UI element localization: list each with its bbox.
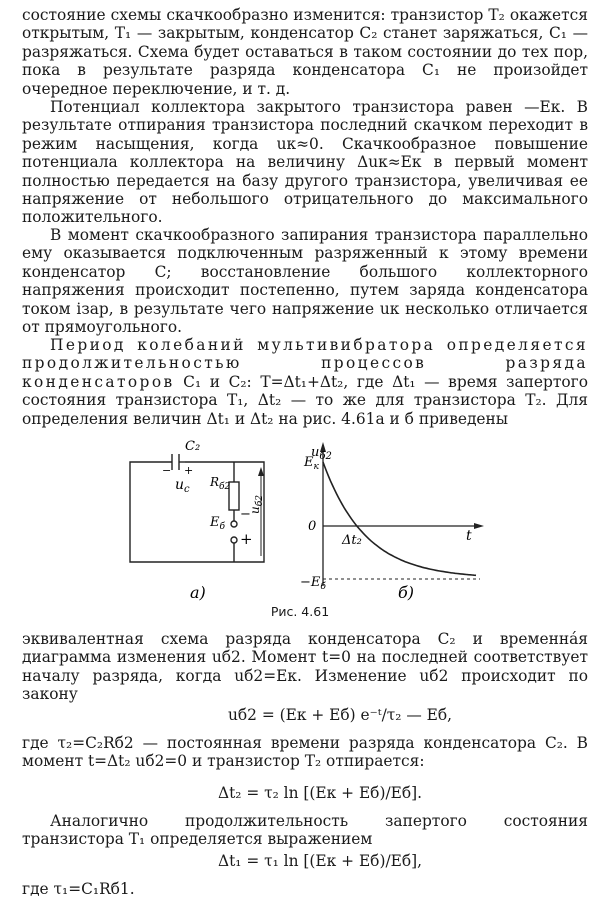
paragraph-7: Аналогично продолжительность запертого состояния транзистора Т₁ определяется выражением <box>22 812 588 849</box>
tick-ek-main: E <box>304 455 314 470</box>
axis-y-label-main: u <box>311 445 320 460</box>
paragraph-3: В момент скачкообразного запирания транзистора параллельно ему оказывается подключенным разряженный к этому времени конденсатор C; восстановление большого коллекторного напряжения происходит постепенно, путем заряда конденсатора током iзар, в результате чего напряжение uк несколько отличается от прямоугольного. <box>22 226 588 337</box>
paragraph-4 <box>22 336 588 428</box>
figure-caption: Рис. 4.61 <box>270 604 330 619</box>
paragraph-5: эквивалентная схема разряда конденсатора C₂ и временна́я диаграмма изменения uб2. Момент t=0 на последней соответствует началу разряда, когда uб2=Eк. Изменение uб2 происходит по закону <box>22 630 588 704</box>
equation-2: Δt₂ = τ₂ ln [(Eк + Eб)/Eб]. <box>217 784 423 802</box>
figure-4-61 <box>0 436 600 604</box>
paragraph-6: где τ₂=C₂Rб2 — постоянная времени разряда конденсатора C₂. В момент t=Δt₂ uб2=0 и транзистор Т₂ отпирается: <box>22 734 588 771</box>
axis-t-label: t <box>466 528 472 544</box>
label-ub2-side-main: u <box>248 506 262 514</box>
tick-zero: 0 <box>308 519 317 534</box>
time-diagram <box>320 442 484 586</box>
label-eb-sub: б <box>219 522 225 532</box>
label-uc-main: u <box>175 477 185 493</box>
label-eb <box>209 515 226 532</box>
label-minus-terminal: − <box>240 507 251 522</box>
terminal-bottom <box>231 537 237 543</box>
label-plus-terminal: + <box>240 530 253 548</box>
paragraph-8: где τ₁=C₁Rб1. <box>22 880 135 898</box>
label-rb2 <box>209 475 231 492</box>
axis-y-label-sub: б2 <box>319 451 332 462</box>
label-c2: C₂ <box>185 439 201 454</box>
tick-ek-sub: к <box>313 462 319 472</box>
tick-neg-eb-sub: б <box>320 582 326 592</box>
paragraph-4-spaced: Период колебаний мультивибратора определяется продолжительностью процессов разряда конденсаторов <box>22 336 588 391</box>
equation-3: Δt₁ = τ₁ ln [(Eк + Eб)/Eб], <box>217 852 423 870</box>
dt2-annotation: Δt₂ <box>342 533 362 548</box>
resistor-rb2 <box>229 482 239 510</box>
label-uc <box>175 477 190 495</box>
label-rb2-sub: б2 <box>219 482 231 492</box>
t-axis-arrow <box>474 523 484 529</box>
paragraph-1: состояние схемы скачкообразно изменится: транзистор Т₂ окажется открытым, Т₁ — закрытым, конденсатор C₂ станет заряжаться, C₁ — разряжаться. Схема будет оставаться в таком состоянии до тех пор, пока в результате разряда конденсатора C₁ не произойдет очередное переключение, и т. д. <box>22 6 588 98</box>
equation-1: uб2 = (Eк + Eб) e⁻ᵗ/τ₂ — Eб, <box>227 706 453 724</box>
terminal-top <box>231 521 237 527</box>
tick-neg-eb-main: −E <box>300 575 321 590</box>
label-eb-main: E <box>210 515 220 530</box>
ub2-curve <box>323 462 476 575</box>
label-b: б) <box>398 583 415 602</box>
label-minus-cap: − <box>162 464 172 477</box>
paragraph-4-rest: C₁ и C₂: T=Δt₁+Δt₂, где Δt₁ — время запертого состояния транзистора Т₁, Δt₂ — то же для транзистора Т₂. Для определения величин Δt₁ и Δt₂ на рис. 4.61а и б приведены <box>22 372 588 428</box>
label-plus-cap: + <box>184 464 194 477</box>
label-rb2-main: R <box>210 475 220 489</box>
label-ub2-side-sub: б2 <box>255 495 265 507</box>
ub2-arrow-head <box>258 467 264 476</box>
label-a: а) <box>190 583 206 602</box>
paragraph-2: Потенциал коллектора закрытого транзистора равен —Eк. В результате отпирания транзистора последний скачком переходит в режим насыщения, когда uк≈0. Скачкообразное повышение потенциала коллектора на величину Δuк≈Eк в первый момент полностью передается на базу другого транзистора, увеличивая ее напряжение от небольшого отрицательного до максимального положительного. <box>22 98 588 227</box>
label-uc-sub: c <box>184 484 190 495</box>
